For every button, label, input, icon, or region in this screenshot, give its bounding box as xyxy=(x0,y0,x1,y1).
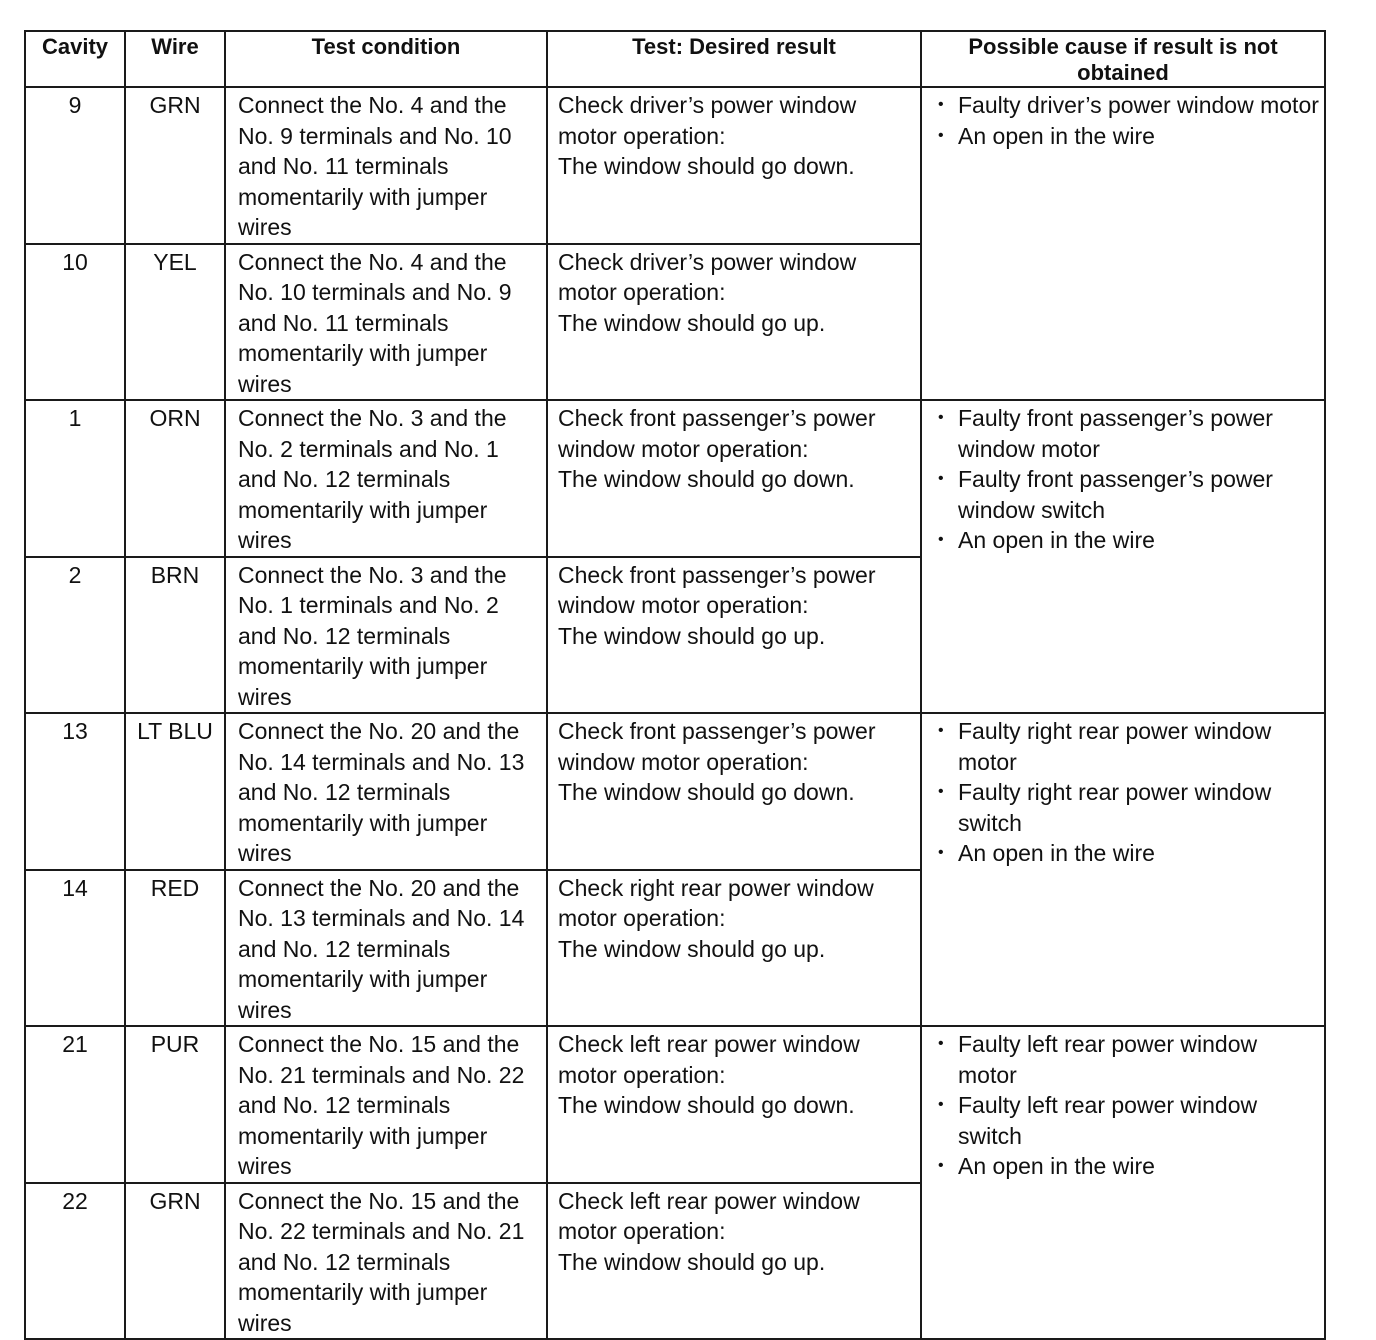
cavity-cell: 22 xyxy=(25,1183,125,1340)
cause-item: • Faulty front passenger’s power window switch xyxy=(936,464,1320,525)
cause-list xyxy=(936,90,1320,151)
test-condition-cell: Connect the No. 3 and the No. 1 terminals and No. 2 and No. 12 terminals momentarily with jumper wires xyxy=(225,557,547,714)
cavity-cell: 13 xyxy=(25,713,125,870)
cavity-cell: 2 xyxy=(25,557,125,714)
header-test-condition: Test condition xyxy=(225,31,547,87)
cause-item: • Faulty right rear power window motor xyxy=(936,716,1320,777)
cavity-cell: 21 xyxy=(25,1026,125,1183)
cause-item: • Faulty right rear power window switch xyxy=(936,777,1320,838)
wire-cell: YEL xyxy=(125,244,225,401)
wire-cell: GRN xyxy=(125,87,225,244)
cavity-cell: 9 xyxy=(25,87,125,244)
possible-cause-cell xyxy=(921,713,1325,1026)
header-row xyxy=(25,31,1325,87)
cause-list xyxy=(936,1029,1320,1182)
desired-result-cell: Check front passenger’s power window motor operation: The window should go down. xyxy=(547,713,921,870)
header-cavity: Cavity xyxy=(25,31,125,87)
test-condition-cell: Connect the No. 20 and the No. 13 terminals and No. 14 and No. 12 terminals momentarily with jumper wires xyxy=(225,870,547,1027)
desired-result-cell: Check left rear power window motor operation: The window should go down. xyxy=(547,1026,921,1183)
wire-cell: ORN xyxy=(125,400,225,557)
cause-item: • An open in the wire xyxy=(936,838,1320,869)
test-condition-cell: Connect the No. 15 and the No. 21 terminals and No. 22 and No. 12 terminals momentarily with jumper wires xyxy=(225,1026,547,1183)
wire-cell: PUR xyxy=(125,1026,225,1183)
cavity-cell: 14 xyxy=(25,870,125,1027)
test-condition-cell: Connect the No. 3 and the No. 2 terminals and No. 1 and No. 12 terminals momentarily with jumper wires xyxy=(225,400,547,557)
header-desired-result: Test: Desired result xyxy=(547,31,921,87)
wire-cell: LT BLU xyxy=(125,713,225,870)
table-row xyxy=(25,87,1325,244)
cause-item: • An open in the wire xyxy=(936,525,1320,556)
table-row xyxy=(25,713,1325,870)
desired-result-cell: Check driver’s power window motor operation: The window should go down. xyxy=(547,87,921,244)
header-possible-cause: Possible cause if result is not obtained xyxy=(921,31,1325,87)
cause-list xyxy=(936,716,1320,869)
test-condition-cell: Connect the No. 15 and the No. 22 terminals and No. 21 and No. 12 terminals momentarily with jumper wires xyxy=(225,1183,547,1340)
wire-cell: BRN xyxy=(125,557,225,714)
cause-item: • An open in the wire xyxy=(936,1151,1320,1182)
cause-item: • Faulty left rear power window motor xyxy=(936,1029,1320,1090)
desired-result-cell: Check right rear power window motor operation: The window should go up. xyxy=(547,870,921,1027)
cause-item: • Faulty front passenger’s power window motor xyxy=(936,403,1320,464)
cause-item: • Faulty driver’s power window motor xyxy=(936,90,1320,121)
desired-result-cell: Check front passenger’s power window motor operation: The window should go down. xyxy=(547,400,921,557)
table-row xyxy=(25,1026,1325,1183)
desired-result-cell: Check driver’s power window motor operation: The window should go up. xyxy=(547,244,921,401)
table-row xyxy=(25,400,1325,557)
cavity-cell: 10 xyxy=(25,244,125,401)
desired-result-cell: Check front passenger’s power window motor operation: The window should go up. xyxy=(547,557,921,714)
possible-cause-cell xyxy=(921,1026,1325,1339)
cause-item: • Faulty left rear power window switch xyxy=(936,1090,1320,1151)
header-wire: Wire xyxy=(125,31,225,87)
desired-result-cell: Check left rear power window motor operation: The window should go up. xyxy=(547,1183,921,1340)
possible-cause-cell xyxy=(921,400,1325,713)
test-condition-cell: Connect the No. 20 and the No. 14 terminals and No. 13 and No. 12 terminals momentarily with jumper wires xyxy=(225,713,547,870)
cause-item: • An open in the wire xyxy=(936,121,1320,152)
cavity-cell: 1 xyxy=(25,400,125,557)
test-condition-cell: Connect the No. 4 and the No. 9 terminals and No. 10 and No. 11 terminals momentarily with jumper wires xyxy=(225,87,547,244)
wire-cell: RED xyxy=(125,870,225,1027)
wire-cell: GRN xyxy=(125,1183,225,1340)
test-condition-cell: Connect the No. 4 and the No. 10 terminals and No. 9 and No. 11 terminals momentarily with jumper wires xyxy=(225,244,547,401)
power-window-test-table xyxy=(24,30,1326,1340)
cause-list xyxy=(936,403,1320,556)
possible-cause-cell xyxy=(921,87,1325,400)
